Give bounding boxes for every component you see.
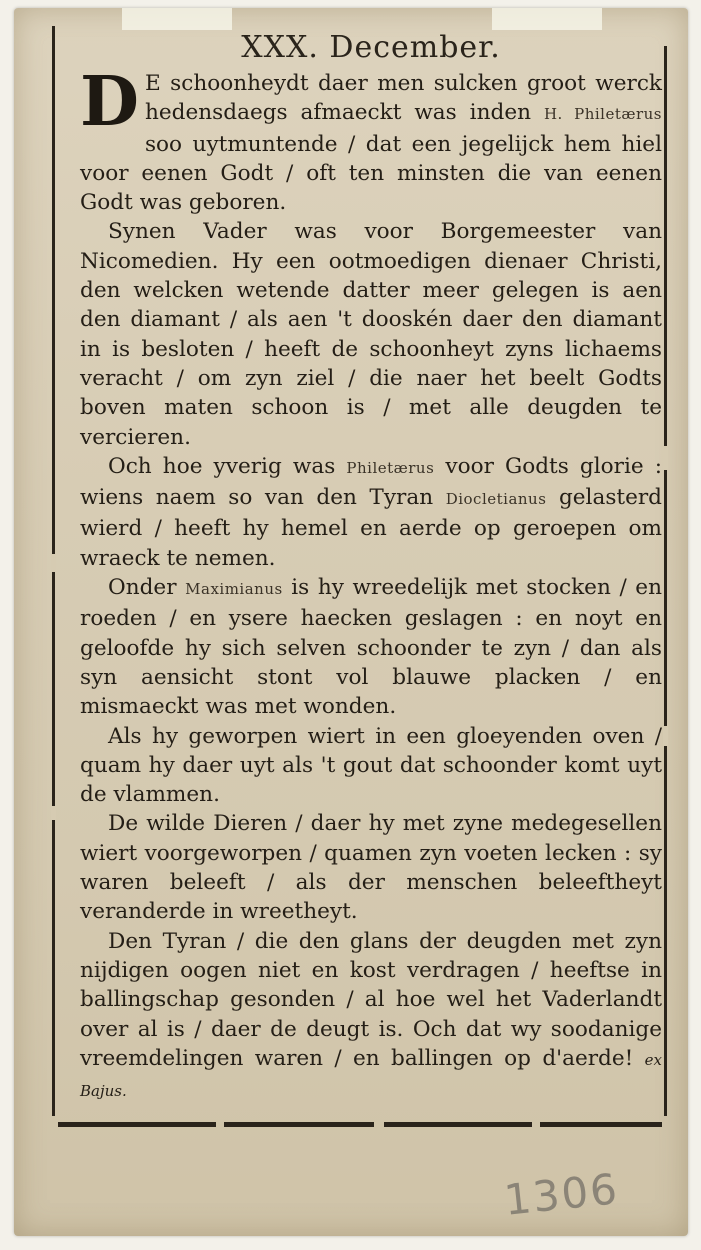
proper-name: Maximianus	[185, 580, 283, 599]
paragraph-text: Synen Vader was voor Borgemeester van Nicomedien. Hy een ootmoedigen dienaer Christi, den welcken wetende datter meer gelegen is aen den diamant / als aen 't dooskén daer den diamant in is besloten / heeft de schoonheyt zyns lichaems veracht / om zyn ziel / die naer het beelt Godts boven maten schoon is / met alle deugden te vercieren.	[80, 219, 662, 450]
paragraph-text: Onder	[108, 575, 186, 601]
paragraph-text: Als hy geworpen wiert in een gloeyenden oven / quam hy daer uyt als 't gout dat schoonder komt uyt de vlammen.	[80, 723, 662, 808]
paragraph-text: Den Tyran / die den glans der deugden met zyn nijdigen oogen niet en kost verdragen / heeftse in ballingschap gesonden / al hoe wel het Vaderlandt over al is / daer de deugt is. Och dat wy soodanige vreemdelingen waren / en ballingen op d'aerde!	[80, 928, 662, 1071]
bottom-border-rules	[58, 1122, 676, 1132]
right-border-rule	[664, 46, 667, 1116]
drop-cap: D	[80, 62, 139, 142]
proper-name: H. Philetærus	[543, 105, 662, 124]
paragraph-text: gelasterd wierd / heeft hy hemel en aerde op geroepen om wraeck te nemen.	[80, 485, 663, 571]
paragraph	[80, 927, 662, 1107]
paragraph	[80, 452, 662, 573]
paragraph-text: De wilde Dieren / daer hy met zyne medegesellen wiert voorgeworpen / quamen zyn voeten lecken : sy waren beleeft / als der menschen beleeftheyt veranderde in wreetheyt.	[80, 811, 662, 925]
paragraph-text: E schoonheydt daer men sulcken groot werck hedensdaegs afmaeckt was inden	[144, 71, 662, 126]
page-heading: XXX. December.	[241, 30, 501, 65]
proper-name: Diocletianus	[445, 490, 547, 509]
document-text	[80, 30, 662, 1106]
left-border-rule	[52, 26, 55, 1116]
paragraph	[80, 62, 662, 217]
proper-name: Philetærus	[346, 458, 435, 477]
paragraph-text: voor Godts glorie : wiens naem so van den Tyran	[80, 453, 663, 511]
paragraph-text: Och hoe yverig was	[108, 453, 347, 479]
paragraph	[80, 573, 662, 721]
paper-sheet	[14, 8, 688, 1236]
paragraph	[80, 809, 662, 926]
paragraph-text: soo uytmuntende / dat een jegelijck hem hiel voor eenen Godt / oft ten minsten die van eenen Godt was geboren.	[80, 131, 662, 216]
paragraph	[80, 722, 662, 810]
source-citation: ex Bajus.	[80, 1050, 662, 1101]
paragraph	[80, 217, 662, 451]
paragraph-text: is hy wreedelijk met stocken / en roeden / en ysere haecken geslagen : en noyt en geloofde hy sich selven schoonder te zyn / dan als syn aensicht stont vol blauwe placken / en mismaeckt was met wonden.	[80, 575, 662, 720]
pencil-annotation: 1306	[501, 1164, 622, 1225]
paragraphs	[80, 62, 663, 1106]
